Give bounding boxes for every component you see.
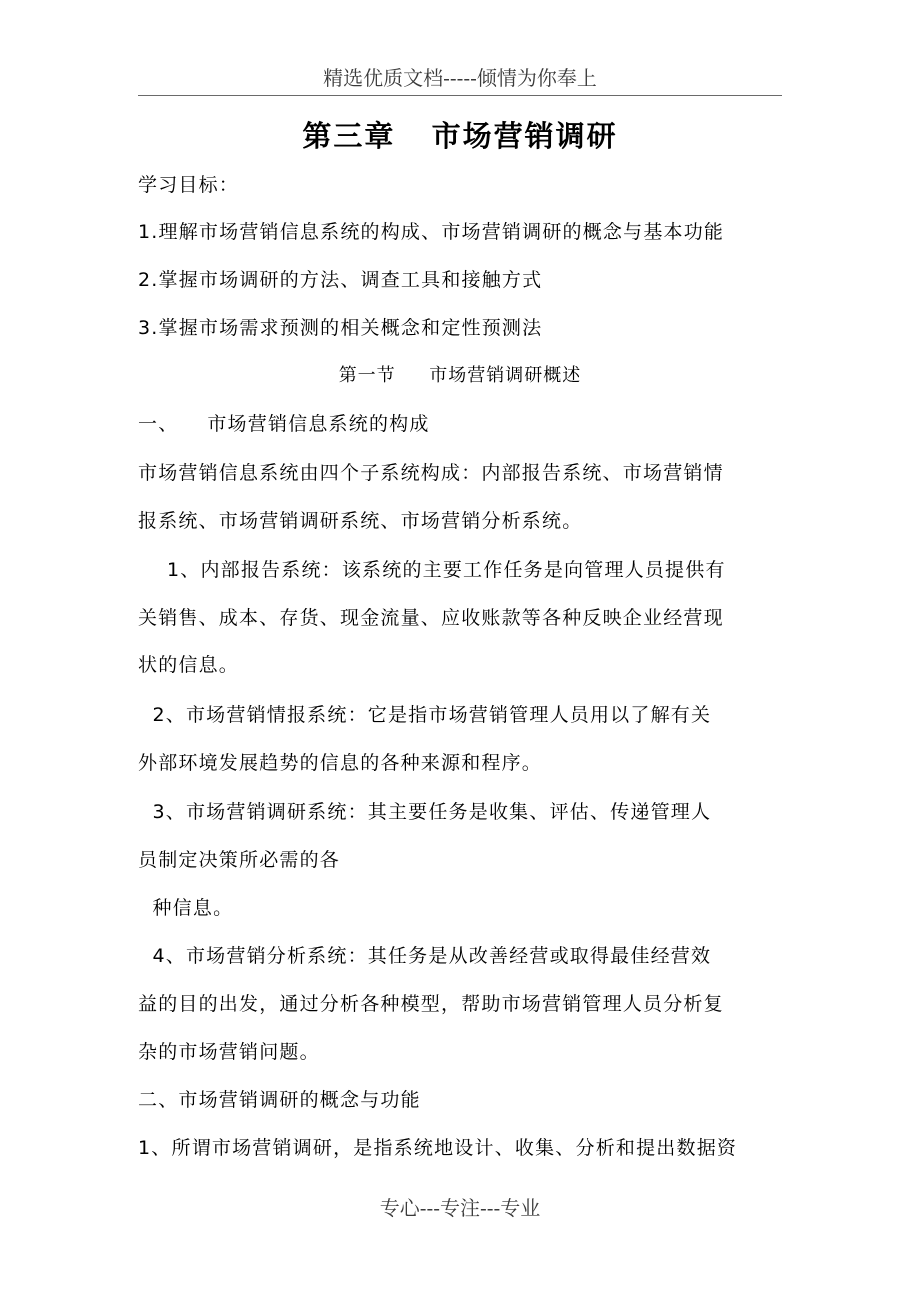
paragraph-line: 杂的市场营销问题。 (138, 1041, 320, 1063)
paragraph-line: 2、市场营销情报系统：它是指市场营销管理人员用以了解有关 (138, 704, 712, 726)
paragraph-line: 1、内部报告系统：该系统的主要工作任务是向管理人员提供有 (138, 559, 726, 581)
objective-item: 3.掌握市场需求预测的相关概念和定性预测法 (138, 317, 543, 339)
part1-heading: 一、 市场营销信息系统的构成 (138, 413, 430, 435)
header-divider (138, 95, 782, 96)
objective-item: 2.掌握市场调研的方法、调查工具和接触方式 (138, 269, 543, 291)
page-header: 精选优质文档-----倾情为你奉上 (323, 66, 597, 90)
page-footer: 专心---专注---专业 (379, 1196, 541, 1220)
paragraph-line: 益的目的出发，通过分析各种模型，帮助市场营销管理人员分析复 (138, 993, 724, 1015)
paragraph-line: 报系统、市场营销调研系统、市场营销分析系统。 (138, 510, 583, 532)
section-title: 第一节 市场营销调研概述 (338, 365, 582, 386)
paragraph-line: 状的信息。 (138, 654, 240, 676)
part2-heading: 二、市场营销调研的概念与功能 (138, 1089, 421, 1111)
paragraph-line: 关销售、成本、存货、现金流量、应收账款等各种反映企业经营现 (138, 607, 724, 629)
objectives-heading: 学习目标： (138, 174, 240, 196)
paragraph-line: 1、所谓市场营销调研，是指系统地设计、收集、分析和提出数据资 (138, 1137, 738, 1159)
paragraph-line: 外部环境发展趋势的信息的各种来源和程序。 (138, 752, 543, 774)
chapter-title: 第三章 市场营销调研 (302, 119, 618, 153)
paragraph-line: 3、市场营销调研系统：其主要任务是收集、评估、传递管理人 (138, 801, 712, 823)
paragraph-line: 种信息。 (138, 897, 234, 919)
paragraph-line: 市场营销信息系统由四个子系统构成：内部报告系统、市场营销情 (138, 462, 724, 484)
objective-item: 1.理解市场营销信息系统的构成、市场营销调研的概念与基本功能 (138, 221, 725, 243)
paragraph-line: 4、市场营销分析系统：其任务是从改善经营或取得最佳经营效 (138, 945, 712, 967)
paragraph-line: 员制定决策所必需的各 (138, 849, 341, 871)
